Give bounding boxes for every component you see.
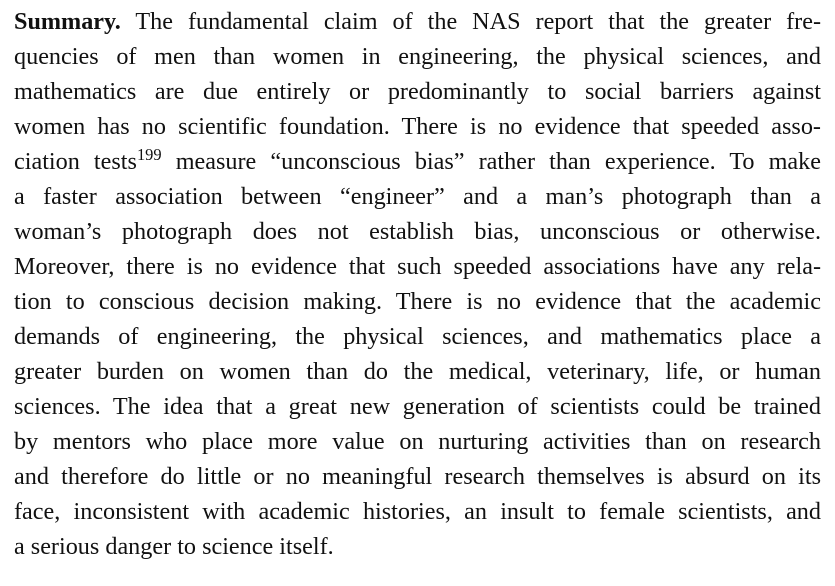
line-text: quencies of men than women in engineering, the physical sciences, and [14,43,821,70]
line-text: measure “unconscious bias” rather than experience. To make [161,148,821,175]
paragraph-line [14,40,821,74]
paragraph-line [14,460,821,494]
paragraph-line [14,425,821,459]
line-text: by mentors who place more value on nurturing activities than on research [14,428,821,455]
line-text: demands of engineering, the physical sciences, and mathematics place a [14,323,821,350]
line-text: women has no scientific foundation. There is no evidence that speeded asso- [14,113,821,140]
line-text: woman’s photograph does not establish bias, unconscious or otherwise. [14,218,821,245]
paragraph-line [14,530,821,564]
line-text: greater burden on women than do the medical, veterinary, life, or human [14,358,821,385]
paragraph-line [14,5,821,39]
paragraph-line [14,285,821,319]
line-text: tion to conscious decision making. There is no evidence that the academic [14,288,821,315]
paragraph-line [14,180,821,214]
paragraph-line [14,320,821,354]
paragraph-line [14,145,821,179]
line-text: Moreover, there is no evidence that such speeded associations have any rela- [14,253,821,280]
line-text: face, inconsistent with academic histories, an insult to female scientists, and [14,498,821,525]
paragraph-line [14,495,821,529]
paragraph-line [14,215,821,249]
line-text: mathematics are due entirely or predominantly to social barriers against [14,78,821,105]
paragraph-line [14,110,821,144]
line-text: The fundamental claim of the NAS report that the greater fre- [120,8,821,35]
paragraph-line [14,250,821,284]
line-text: and therefore do little or no meaningful research themselves is absurd on its [14,463,821,490]
line-text: a serious danger to science itself. [14,533,334,560]
line-text: sciences. The idea that a great new generation of scientists could be trained [14,393,821,420]
line-text: a faster association between “engineer” and a man’s photograph than a [14,183,821,210]
paragraph-line [14,390,821,424]
summary-heading: Summary. [14,8,121,35]
line-text: ciation tests [14,148,137,175]
footnote-reference: 199 [136,144,162,164]
paragraph-line [14,355,821,389]
paragraph-line [14,75,821,109]
